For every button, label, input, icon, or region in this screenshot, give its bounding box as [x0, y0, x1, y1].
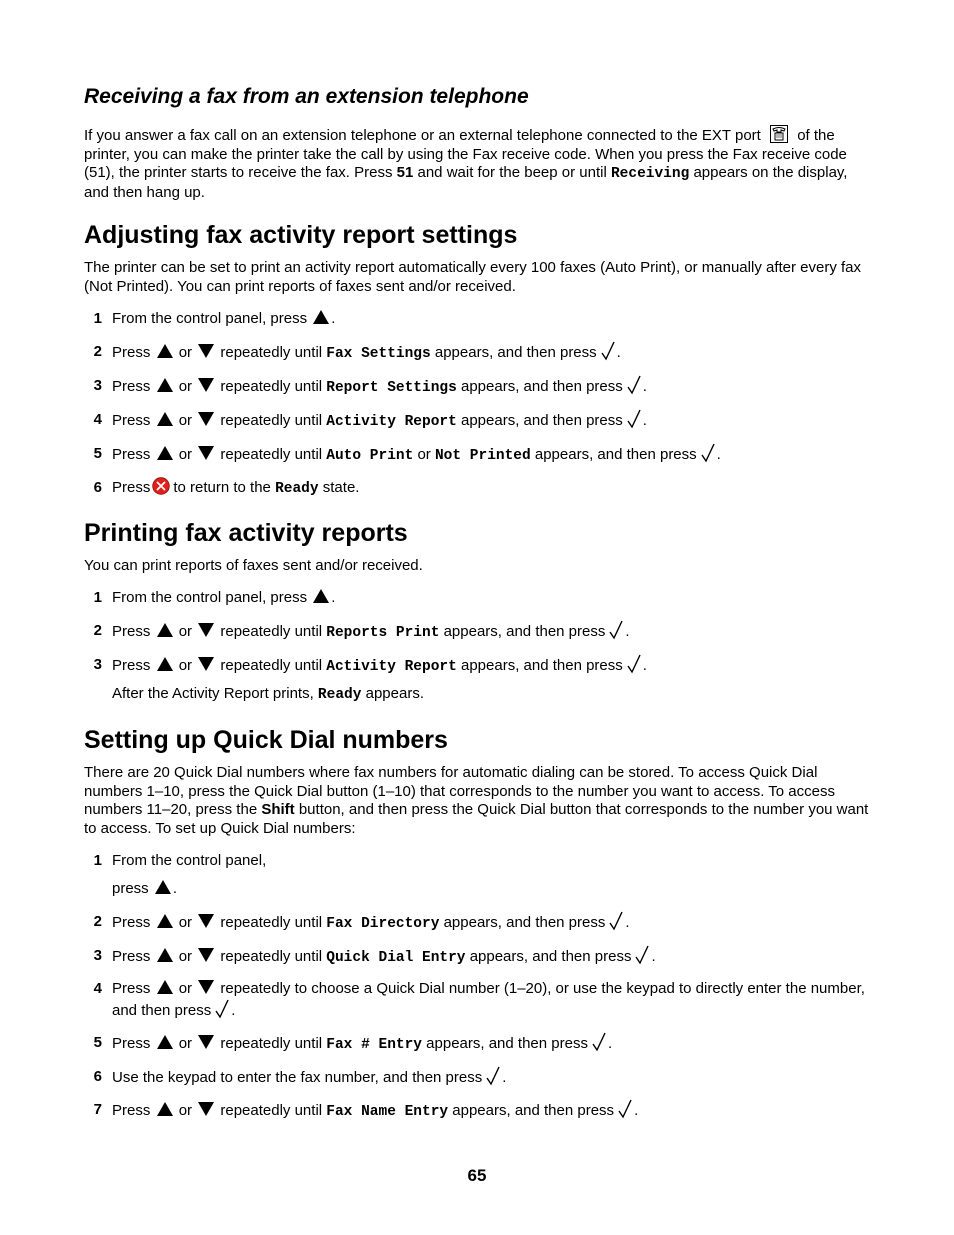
quick-dial-paragraph: [84, 764, 874, 839]
text: appears, and then press: [460, 378, 623, 395]
text: Press: [112, 412, 151, 429]
section-title-printing: Printing fax activity reports: [84, 519, 408, 547]
bold-text: 51: [396, 164, 414, 182]
down-arrow-icon: [198, 1102, 214, 1116]
step-continuation: [112, 878, 177, 899]
display-text: Ready: [317, 687, 362, 703]
text: state.: [322, 479, 360, 496]
up-arrow-icon: [157, 980, 173, 994]
phone-icon: [769, 124, 789, 144]
down-arrow-icon: [198, 378, 214, 392]
text: repeatedly until: [220, 344, 323, 361]
text: From the control panel, press: [112, 310, 308, 327]
step-number: 6: [93, 479, 102, 496]
display-text: Activity Report: [326, 414, 457, 430]
up-arrow-icon: [157, 344, 173, 358]
text: .: [331, 589, 336, 606]
text: Press: [112, 344, 151, 361]
text: Press: [112, 657, 151, 674]
text: repeatedly to choose a Quick Dial number (1–20), or use the keypad to directly enter the number, and then press: [112, 980, 865, 1019]
text: There are 20 Quick Dial numbers where fax numbers for automatic dialing can be stored. To access Quick Dial numbers 1–10, press the Quick Dial button (1–10) that corresponds to the number you want to access. To access numbers 11–20, press the: [84, 764, 835, 819]
checkmark-icon: [627, 409, 641, 429]
text: Press: [112, 1035, 151, 1052]
text: appears, and then press: [452, 1102, 615, 1119]
up-arrow-icon: [157, 1035, 173, 1049]
text: Press: [112, 980, 151, 997]
display-text: Receiving: [610, 166, 690, 183]
text: appears, and then press: [434, 344, 597, 361]
text: or: [178, 1102, 193, 1119]
up-arrow-icon: [157, 623, 173, 637]
display-text: Auto Print: [326, 448, 414, 464]
up-arrow-icon: [157, 948, 173, 962]
display-text: Fax Settings: [326, 346, 431, 362]
step-number: 1: [93, 310, 102, 327]
checkmark-icon: [627, 375, 641, 395]
text: or: [178, 980, 193, 997]
checkmark-icon: [627, 654, 641, 674]
display-text: Ready: [275, 481, 319, 497]
text: appears, and then press: [443, 623, 606, 640]
text: .: [651, 948, 656, 965]
up-arrow-icon: [155, 880, 171, 894]
text: .: [642, 378, 647, 395]
text: From the control panel,: [112, 852, 267, 869]
step-number: 5: [93, 1034, 102, 1051]
text: If you answer a fax call on an extension telephone or an external telephone connected to the EXT port: [84, 127, 761, 144]
text: appears on the display, and then hang up.: [84, 164, 848, 202]
display-text: Fax # Entry: [326, 1037, 422, 1053]
text: From the control panel, press: [112, 589, 308, 606]
text: .: [172, 880, 178, 897]
down-arrow-icon: [198, 980, 214, 994]
text: repeatedly until: [220, 446, 323, 463]
text: repeatedly until: [220, 1102, 323, 1119]
step-number: 3: [93, 656, 102, 673]
text: .: [331, 310, 336, 327]
up-arrow-icon: [157, 657, 173, 671]
text: or: [178, 948, 193, 965]
text: press: [112, 880, 149, 897]
text: repeatedly until: [220, 412, 323, 429]
text: repeatedly until: [220, 378, 323, 395]
text: Press: [112, 623, 151, 640]
text: Press: [112, 446, 151, 463]
text: Press: [112, 479, 151, 496]
text: or: [178, 914, 193, 931]
up-arrow-icon: [313, 310, 329, 324]
text: repeatedly until: [220, 1035, 323, 1052]
display-text: Fax Name Entry: [326, 1104, 449, 1120]
text: button, and then press the Quick Dial button that corresponds to the number you want to access. To set up Quick Dial numbers:: [84, 801, 869, 838]
text: appears, and then press: [460, 657, 623, 674]
checkmark-icon: [601, 341, 615, 361]
text: .: [625, 914, 630, 931]
text: or: [178, 1035, 193, 1052]
down-arrow-icon: [198, 446, 214, 460]
step-note: [112, 683, 424, 706]
checkmark-icon: [609, 620, 623, 640]
text: Press: [112, 948, 151, 965]
up-arrow-icon: [157, 412, 173, 426]
bold-text: Shift: [261, 801, 295, 819]
up-arrow-icon: [157, 378, 173, 392]
text: to return to the: [173, 479, 271, 496]
text: After the Activity Report prints,: [112, 685, 314, 702]
down-arrow-icon: [198, 623, 214, 637]
display-text: Report Settings: [326, 380, 457, 396]
text: Use the keypad to enter the fax number, and then press: [112, 1069, 483, 1086]
down-arrow-icon: [198, 412, 214, 426]
text: repeatedly until: [220, 948, 323, 965]
step-number: 1: [93, 589, 102, 606]
step-number: 4: [93, 411, 102, 428]
checkmark-icon: [701, 443, 715, 463]
down-arrow-icon: [198, 344, 214, 358]
step-number: 6: [93, 1068, 102, 1085]
text: or: [178, 344, 193, 361]
up-arrow-icon: [157, 914, 173, 928]
text: .: [634, 1102, 639, 1119]
display-text: Activity Report: [326, 659, 457, 675]
text: appears, and then press: [426, 1035, 588, 1052]
down-arrow-icon: [198, 657, 214, 671]
down-arrow-icon: [198, 1035, 214, 1049]
text: of the printer, you can make the printer take the call by using the Fax receive code. When you press the Fax receive code (51), the printer starts to receive the fax. Press: [84, 127, 847, 182]
text: appears, and then press: [460, 412, 623, 429]
text: Press: [112, 378, 151, 395]
text: and wait for the beep or until: [417, 164, 607, 182]
up-arrow-icon: [313, 589, 329, 603]
checkmark-icon: [609, 911, 623, 931]
display-text: Fax Directory: [326, 916, 440, 932]
display-text: Quick Dial Entry: [326, 950, 466, 966]
text: .: [607, 1035, 613, 1052]
section-title-adjusting: Adjusting fax activity report settings: [84, 221, 518, 249]
text: repeatedly until: [220, 623, 323, 640]
step-number: 3: [93, 947, 102, 964]
adjusting-paragraph: The printer can be set to print an activity report automatically every 100 faxes (Auto Print), or manually after every fax (Not Printed). You can print reports of faxes sent and/or received.: [84, 259, 862, 295]
text: Press: [112, 914, 151, 931]
text: .: [625, 623, 630, 640]
text: or: [178, 446, 193, 463]
checkmark-icon: [215, 999, 229, 1019]
step-number: 2: [93, 343, 102, 360]
section-title-receiving: Receiving a fax from an extension telephone: [84, 85, 529, 108]
printing-paragraph: You can print reports of faxes sent and/or received.: [84, 557, 423, 574]
down-arrow-icon: [198, 948, 214, 962]
step-number: 1: [93, 852, 102, 869]
text: .: [716, 446, 721, 463]
stop-x-icon: [152, 477, 170, 495]
section-title-quick-dial: Setting up Quick Dial numbers: [84, 726, 448, 754]
text: or: [417, 446, 431, 463]
text: Press: [112, 1102, 151, 1119]
text: repeatedly until: [220, 657, 323, 674]
up-arrow-icon: [157, 1102, 173, 1116]
checkmark-icon: [592, 1032, 606, 1052]
text: repeatedly until: [220, 914, 323, 931]
page-number: 65: [467, 1166, 487, 1185]
step-number: 7: [93, 1101, 102, 1118]
text: appears, and then press: [469, 948, 632, 965]
down-arrow-icon: [198, 914, 214, 928]
text: .: [502, 1069, 507, 1086]
step-number: 2: [93, 622, 102, 639]
up-arrow-icon: [157, 446, 173, 460]
checkmark-icon: [486, 1066, 500, 1086]
step-number: 2: [93, 913, 102, 930]
receiving-paragraph: [84, 124, 874, 203]
text: appears, and then press: [443, 914, 606, 931]
text: or: [178, 378, 193, 395]
step-number: 5: [93, 445, 102, 462]
text: appears.: [365, 685, 424, 702]
checkmark-icon: [635, 945, 649, 965]
checkmark-icon: [618, 1099, 632, 1119]
text: or: [178, 623, 193, 640]
text: or: [178, 657, 193, 674]
text: .: [231, 1002, 236, 1019]
text: .: [642, 657, 647, 674]
display-text: Not Printed: [434, 448, 531, 464]
display-text: Reports Print: [326, 625, 440, 641]
text: or: [178, 412, 193, 429]
text: .: [616, 344, 621, 361]
step-number: 3: [93, 377, 102, 394]
text: .: [642, 412, 647, 429]
text: appears, and then press: [534, 446, 697, 463]
step-number: 4: [93, 980, 102, 997]
